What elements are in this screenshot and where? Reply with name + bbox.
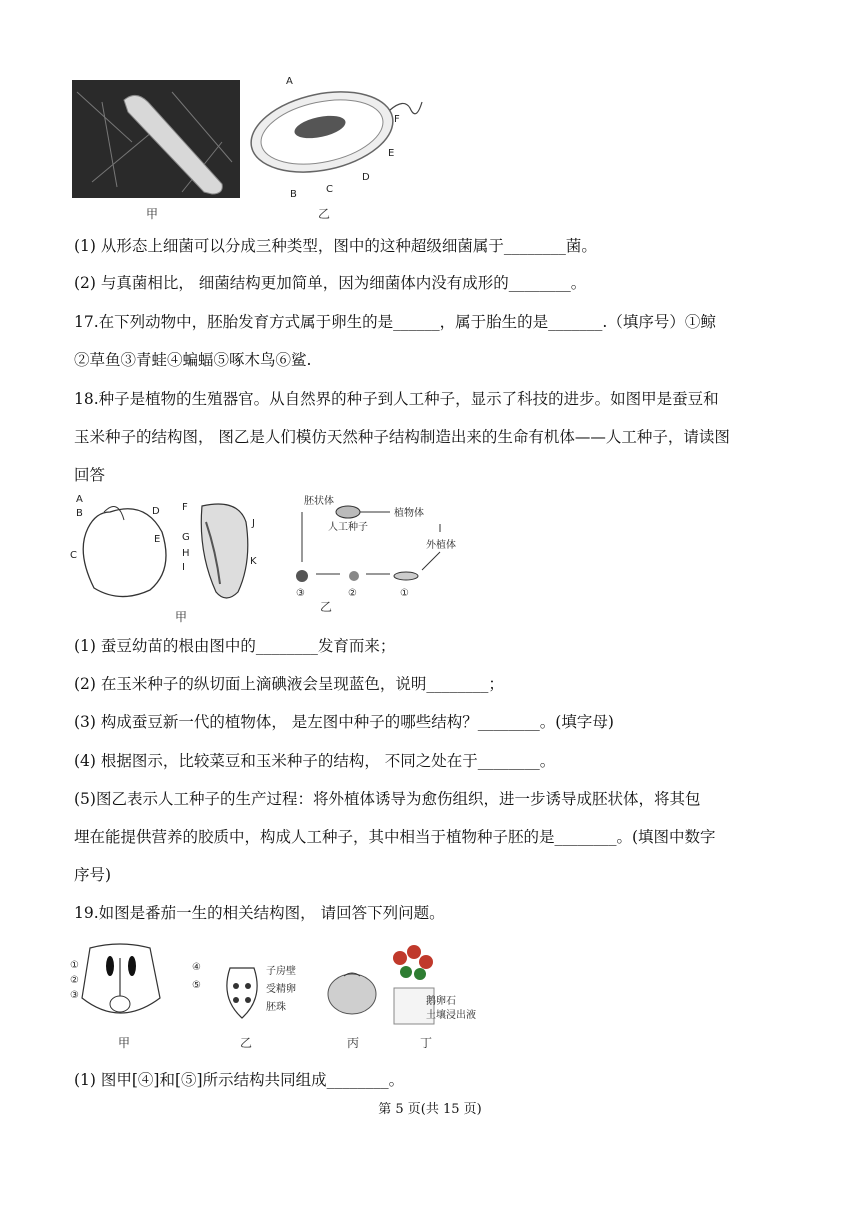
flower-label-4: ④ <box>192 962 201 973</box>
question-17-line-1: 17.在下列动物中，胚胎发育方式属于卵生的是______，属于胎生的是_______.（填序号）①鲸 <box>74 313 716 331</box>
ovary-label-wall: 子房壁 <box>266 966 296 977</box>
pot-label-solution: 土壤浸出液 <box>426 1010 476 1021</box>
bacteria-illustrations <box>72 72 492 222</box>
cycle-label-plant: 植物体 <box>394 508 424 519</box>
tomato-caption-ding: 丁 <box>420 1036 433 1050</box>
corn-label-j: J <box>252 518 255 529</box>
seed-caption-jia: 甲 <box>175 610 188 624</box>
caption-yi: 乙 <box>318 207 331 221</box>
question-18-2: (2) 在玉米种子的纵切面上滴碘液会呈现蓝色，说明________； <box>74 675 504 693</box>
corn-label-f: F <box>182 502 188 513</box>
question-16-1: (1) 从形态上细菌可以分成三种类型，图中的这种超级细菌属于________菌。 <box>74 237 597 255</box>
ovary-label-ovule: 胚珠 <box>266 1002 286 1013</box>
question-19-1: (1) 图甲[④]和[⑤]所示结构共同组成________。 <box>74 1071 405 1089</box>
label-b: B <box>290 189 297 200</box>
cycle-label-artificial-seed: 人工种子 <box>328 522 368 533</box>
pot-label-pebbles: 鹅卵石 <box>426 996 456 1007</box>
bean-label-d: D <box>152 506 160 517</box>
corn-label-h: H <box>182 548 190 559</box>
tomato-caption-yi: 乙 <box>240 1036 253 1050</box>
bacteria-figure <box>72 72 492 222</box>
tomato-caption-jia: 甲 <box>118 1036 131 1050</box>
question-16-2: (2) 与真菌相比， 细菌结构更加简单，因为细菌体内没有成形的________。 <box>74 274 587 292</box>
ovary-label-zygote: 受精卵 <box>266 984 296 995</box>
corn-label-g: G <box>182 532 190 543</box>
caption-jia: 甲 <box>146 207 159 221</box>
corn-label-i: I <box>182 562 185 573</box>
tomato-illustrations <box>70 938 510 1053</box>
page-footer: 第 5 页(共 15 页) <box>378 1102 482 1117</box>
label-c: C <box>326 184 333 195</box>
question-18-line-2: 玉米种子的结构图， 图乙是人们模仿天然种子结构制造出来的生命有机体——人工种子，请读图 <box>74 428 730 446</box>
cycle-label-2: ② <box>348 588 357 599</box>
question-18-4: (4) 根据图示，比较菜豆和玉米种子的结构， 不同之处在于________。 <box>74 752 556 770</box>
bean-label-a: A <box>76 494 83 505</box>
flower-label-5: ⑤ <box>192 980 201 991</box>
question-18-line-1: 18.种子是植物的生殖器官。从自然界的种子到人工种子，显示了科技的进步。如图甲是蚕豆和 <box>74 390 719 408</box>
label-d: D <box>362 172 370 183</box>
question-18-line-3: 回答 <box>74 466 106 484</box>
bean-label-c: C <box>70 550 77 561</box>
question-18-5-line-2: 埋在能提供营养的胶质中，构成人工种子，其中相当于植物种子胚的是________。(填图中数字 <box>74 828 716 846</box>
flower-label-3: ③ <box>70 990 79 1001</box>
question-18-3: (3) 构成蚕豆新一代的植物体， 是左图中种子的哪些结构？________。(填字母) <box>74 713 614 731</box>
question-18-1: (1) 蚕豆幼苗的根由图中的________发育而来； <box>74 637 396 655</box>
cycle-label-1: ① <box>400 588 409 599</box>
flower-label-2: ② <box>70 975 79 986</box>
label-f: F <box>394 114 400 125</box>
label-a: A <box>286 76 293 87</box>
flower-label-1: ① <box>70 960 79 971</box>
corn-label-k: K <box>250 556 257 567</box>
seed-figure <box>70 492 470 612</box>
seed-illustrations <box>70 492 470 612</box>
tomato-figure <box>70 938 510 1053</box>
bacteria-cell-diagram <box>244 76 422 200</box>
question-18-5-line-1: (5)图乙表示人工种子的生产过程：将外植体诱导为愈伤组织，进一步诱导成胚状体，将其包 <box>74 790 701 808</box>
cycle-label-3: ③ <box>296 588 305 599</box>
question-18-5-line-3: 序号) <box>74 866 112 884</box>
cycle-label-embryoid: 胚状体 <box>304 496 334 507</box>
question-17-line-2: ②草鱼③青蛙④蝙蝠⑤啄木鸟⑥鲨. <box>74 351 312 369</box>
label-e: E <box>388 148 395 159</box>
seed-caption-yi: 乙 <box>320 600 333 614</box>
question-19-stem: 19.如图是番茄一生的相关结构图， 请回答下列问题。 <box>74 904 445 922</box>
bean-label-b: B <box>76 508 83 519</box>
cycle-label-explant: 外植体 <box>426 540 456 551</box>
bean-label-e: E <box>154 534 161 545</box>
tomato-caption-bing: 丙 <box>347 1036 360 1050</box>
